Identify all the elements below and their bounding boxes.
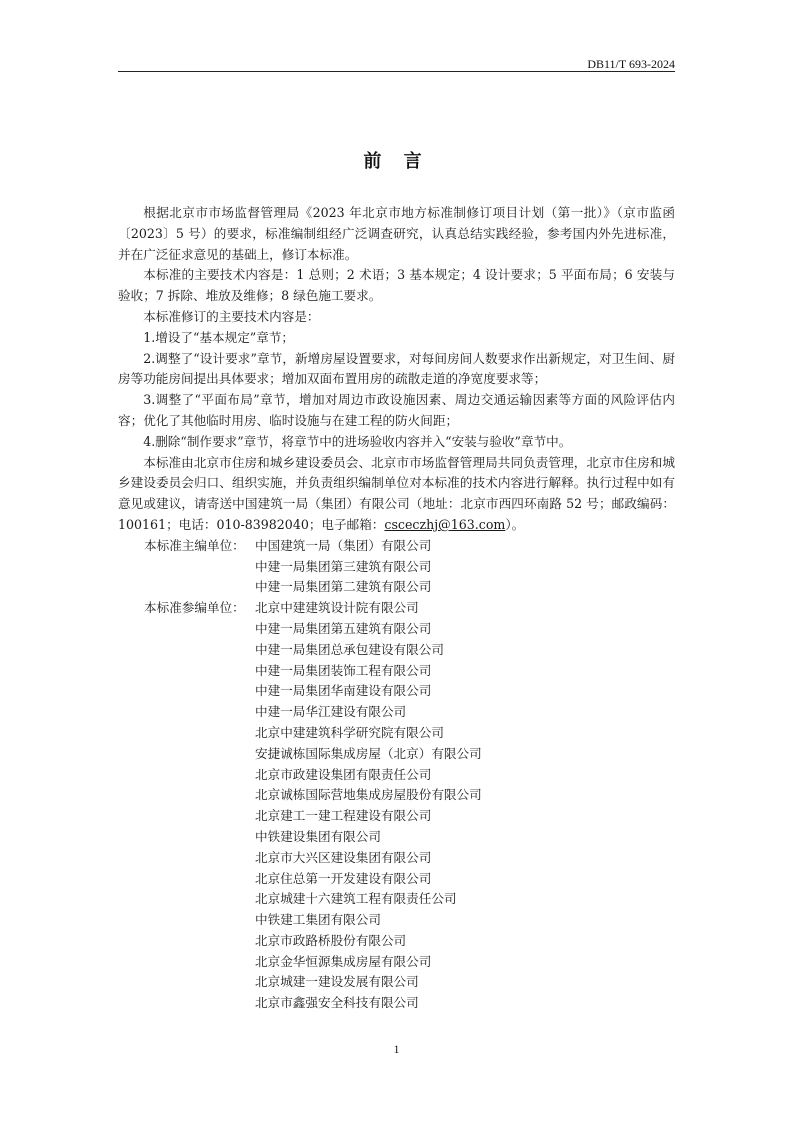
paragraph-revision-3: 3.调整了“平面布局”章节，增加对周边市政设施因素、周边交通运输因素等方面的风险评估内容；优化了其他临时用房、临时设施与在建工程的防火间距； bbox=[118, 392, 675, 428]
participating-units-label: 本标准参编单位： bbox=[144, 600, 245, 616]
paragraph-revision-1: 1.增设了“基本规定”章节； bbox=[143, 329, 295, 345]
org-name: 北京市政建设集团有限责任公司 bbox=[255, 766, 432, 782]
org-row bbox=[118, 889, 675, 910]
org-name: 北京市大兴区建设集团有限公司 bbox=[255, 849, 432, 865]
org-row bbox=[118, 931, 675, 952]
org-row bbox=[118, 598, 675, 619]
chief-units-list bbox=[118, 536, 675, 598]
org-name: 安捷诚栋国际集成房屋（北京）有限公司 bbox=[255, 745, 482, 761]
org-name: 中铁建设集团有限公司 bbox=[255, 828, 381, 844]
org-row bbox=[118, 910, 675, 931]
org-name: 北京城建十六建筑工程有限责任公司 bbox=[255, 891, 457, 907]
org-name: 中建一局集团华南建设有限公司 bbox=[255, 683, 432, 699]
org-row bbox=[118, 619, 675, 640]
org-name: 北京市政路桥股份有限公司 bbox=[255, 932, 407, 948]
org-name: 中建一局集团总承包建设有限公司 bbox=[255, 641, 444, 657]
org-row bbox=[118, 557, 675, 578]
org-name: 北京住总第一开发建设有限公司 bbox=[255, 870, 432, 886]
org-row bbox=[118, 640, 675, 661]
org-row bbox=[118, 952, 675, 973]
participating-units-list bbox=[118, 598, 675, 1014]
org-name: 北京建工一建工程建设有限公司 bbox=[255, 808, 432, 824]
paragraph-revision-intro: 本标准修订的主要技术内容是： bbox=[143, 308, 320, 324]
standard-code: DB11/T 693-2024 bbox=[587, 57, 675, 71]
org-row bbox=[118, 536, 675, 557]
org-name: 北京中建建筑科学研究院有限公司 bbox=[255, 724, 444, 740]
page-number: 1 bbox=[393, 1042, 400, 1056]
page-title: 前 言 bbox=[363, 151, 430, 172]
org-row bbox=[118, 869, 675, 890]
org-name: 北京城建一建设发展有限公司 bbox=[255, 974, 419, 990]
org-name: 中铁建工集团有限公司 bbox=[255, 912, 381, 928]
org-name: 中建一局集团第三建筑有限公司 bbox=[255, 558, 432, 574]
org-name: 中建一局华江建设有限公司 bbox=[255, 704, 407, 720]
paragraph-basis: 根据北京市市场监督管理局《2023 年北京市地方标准制修订项目计划（第一批）》（京市监函〔2023〕5 号）的要求，标准编制组经广泛调查研究，认真总结实践经验，参考国内外先进标准，并在广泛征求意见的基础上，修订本标准。 bbox=[118, 205, 675, 262]
org-row bbox=[118, 661, 675, 682]
chief-units-label: 本标准主编单位： bbox=[144, 537, 245, 553]
org-name: 北京金华恒源集成房屋有限公司 bbox=[255, 953, 432, 969]
management-text: 本标准由北京市住房和城乡建设委员会、北京市市场监督管理局共同负责管理，北京市住房和城乡建设委员会归口、组织实施，并负责组织编制单位对本标准的技术内容进行解释。执行过程中如有意见或建议，请寄送中国建筑一局（集团）有限公司（地址：北京市西四环南路 52 号；邮政编码：100161；电话：010-83982040；电子邮箱： bbox=[118, 454, 675, 532]
org-name: 中国建筑一局（集团）有限公司 bbox=[255, 537, 432, 553]
org-name: 北京中建建筑设计院有限公司 bbox=[255, 600, 419, 616]
org-row bbox=[118, 765, 675, 786]
org-row bbox=[118, 681, 675, 702]
org-name: 中建一局集团第五建筑有限公司 bbox=[255, 620, 432, 636]
org-row bbox=[118, 723, 675, 744]
org-name: 北京诚栋国际营地集成房屋股份有限公司 bbox=[255, 787, 482, 803]
document-body bbox=[118, 203, 675, 1014]
org-row bbox=[118, 972, 675, 993]
org-row bbox=[118, 702, 675, 723]
org-row bbox=[118, 827, 675, 848]
org-row bbox=[118, 806, 675, 827]
org-name: 中建一局集团装饰工程有限公司 bbox=[255, 662, 432, 678]
contact-email-link[interactable]: csceczhj@163.com bbox=[384, 516, 506, 532]
paragraph-revision-2: 2.调整了“设计要求”章节，新增房屋设置要求，对每间房间人数要求作出新规定，对卫生间、厨房等功能房间提出具体要求；增加双面布置用房的疏散走道的净宽度要求等； bbox=[118, 350, 675, 387]
management-text-end: ）。 bbox=[505, 516, 525, 532]
header-divider bbox=[118, 71, 675, 72]
org-row bbox=[118, 577, 675, 598]
paragraph-main-contents: 本标准的主要技术内容是：1 总则；2 术语；3 基本规定；4 设计要求；5 平面布局；6 安装与验收；7 拆除、堆放及维修；8 绿色施工要求。 bbox=[118, 267, 675, 304]
org-row bbox=[118, 744, 675, 765]
org-name: 中建一局集团第二建筑有限公司 bbox=[255, 579, 432, 595]
org-row bbox=[118, 848, 675, 869]
org-row bbox=[118, 993, 675, 1014]
paragraph-revision-4: 4.删除“制作要求”章节，将章节中的进场验收内容并入“安装与验收”章节中。 bbox=[143, 433, 572, 449]
org-row bbox=[118, 785, 675, 806]
paragraph-management bbox=[118, 453, 675, 536]
org-name: 北京市鑫强安全科技有限公司 bbox=[255, 995, 419, 1011]
